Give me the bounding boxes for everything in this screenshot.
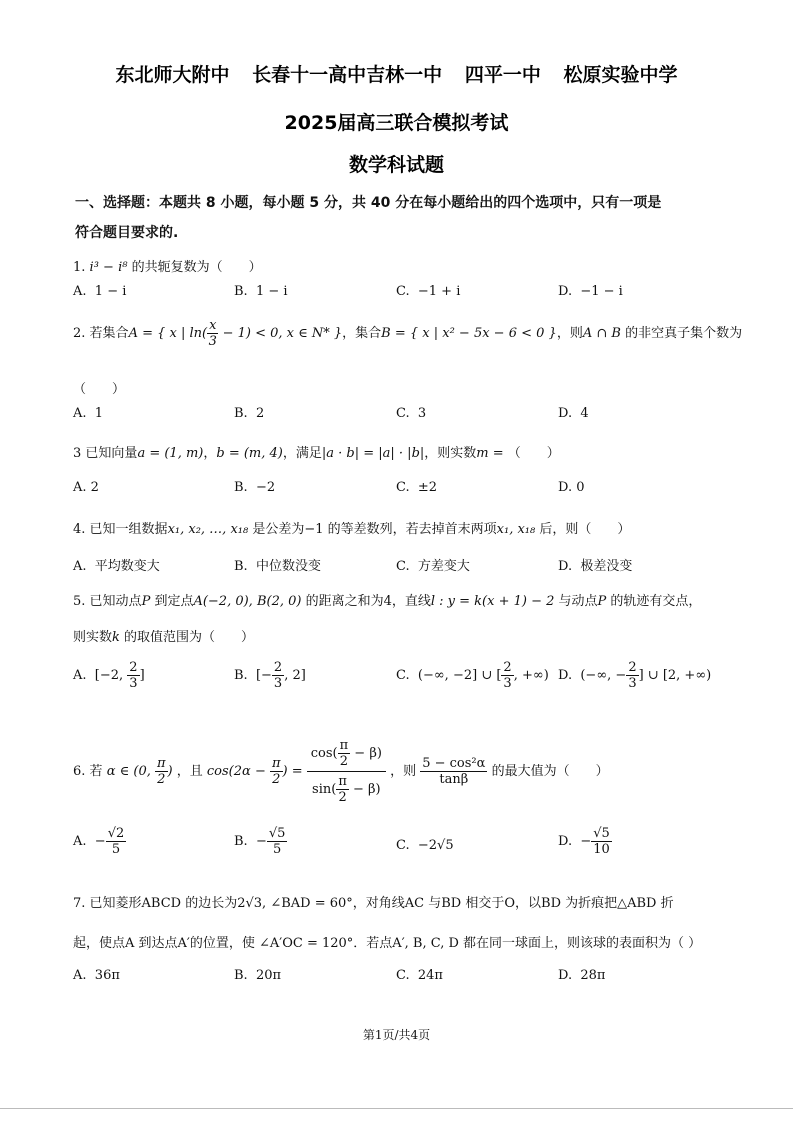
question-number: 1.	[73, 260, 86, 275]
question-number: 3	[73, 446, 82, 461]
option-c[interactable]: C. 方差变大	[396, 559, 470, 574]
option-d[interactable]: D. 28π	[558, 968, 606, 983]
option-b[interactable]: B. −2	[234, 480, 276, 495]
option-c[interactable]: C. 3	[396, 406, 427, 421]
school-3: 四平一中	[464, 64, 541, 86]
subject-title: 数学科试题	[348, 154, 444, 176]
option-b[interactable]: B. 1 − i	[234, 284, 288, 299]
school-4: 松原实验中学	[563, 64, 678, 86]
option-b[interactable]: B. [− $\frac{2}{3}$ , 2]	[234, 660, 306, 691]
question-7-line2: 起，使点A 到达点A′的位置，使 ∠A′OC = 120°．若点A′, B, C, D 都在同一球面上，则该球的表面积为（ ）	[73, 936, 702, 951]
vector-a: a = (1, m)	[137, 446, 204, 461]
option-c[interactable]: C. ±2	[396, 480, 438, 495]
alpha-range: α ∈ (0, $\frac{\pi}{2}$ )	[106, 756, 173, 787]
option-d[interactable]: D. −1 − i	[558, 284, 623, 299]
option-d[interactable]: D. (−∞, − $\frac{2}{3}$ ] ∪ [2, +∞)	[558, 660, 712, 691]
option-b[interactable]: B. 中位数没变	[234, 559, 321, 574]
vector-b: b = (m, 4)	[216, 446, 283, 461]
question-number: 6.	[73, 764, 86, 779]
option-c[interactable]: C. −1 + i	[396, 284, 461, 299]
equation-lhs: cos(2α − $\frac{\pi}{2}$ )	[206, 756, 288, 787]
question-2-paren: （ ）	[73, 382, 126, 397]
option-a[interactable]: A. 1 − i	[73, 284, 127, 299]
page-number: 第1页/共4页	[362, 1028, 431, 1042]
question-7	[73, 892, 674, 911]
question-6: 6. 若 α ∈ (0, $\frac{\pi}{2}$ ) ，且 cos(2α − $\frac{\pi}{2}$ ) = cos( $\frac{\pi}{2}$ − β) sin( $\frac{\pi}{2}$ − β) ，则 $\frac{\text{5 − cos²α}}{\tan\beta}$ 的最大值为（ ）	[73, 738, 609, 805]
option-d[interactable]: D. 4	[558, 406, 589, 421]
page-bottom-divider	[0, 1108, 793, 1109]
set-a: A = { x | ln( $\frac{x}{3}$ − 1) < 0, x ∈ N* }	[128, 318, 343, 349]
option-c[interactable]: C. 24π	[396, 968, 443, 983]
option-c[interactable]: C. (−∞, −2] ∪ [ $\frac{2}{3}$ , +∞)	[396, 660, 549, 691]
question-text: 的共轭复数为（ ）	[127, 260, 262, 275]
option-a[interactable]: A. 36π	[73, 968, 120, 983]
question-number: 5.	[73, 594, 86, 609]
question-number: 4.	[73, 522, 86, 537]
option-d[interactable]: D. − $\frac{√5}{10}$	[558, 826, 610, 857]
question-number: 7.	[73, 896, 86, 911]
school-1: 东北师大附中	[115, 64, 230, 86]
math-expression: i³ − i⁸	[89, 260, 128, 275]
question-5: 5. 已知动点P 到定点A(−2, 0), B(2, 0) 的距离之和为4，直线l : y = k(x + 1) − 2 与动点P 的轨迹有交点，	[73, 594, 702, 609]
question-5-line2: 则实数k 的取值范围为（ ）	[73, 630, 255, 645]
question-2: 2. 若集合A = { x | ln( $\frac{x}{3}$ − 1) < 0, x ∈ N* }，集合B = { x | x² − 5x − 6 < 0 }，则A ∩ B 的非空真子集个数为	[73, 318, 743, 349]
set-b: B = { x | x² − 5x − 6 < 0 }	[381, 326, 557, 341]
section-instructions-line1: 一、选择题：本题共 8 小题，每小题 5 分，共 40 分在每小题给出的四个选项中，只有一项是	[75, 195, 662, 211]
option-a[interactable]: A. 平均数变大	[73, 559, 160, 574]
question-3: 3 已知向量a = (1, m)，b = (m, 4)，满足|a · b| = |a| · |b|，则实数m = （ ）	[73, 446, 560, 461]
question-number: 2.	[73, 326, 86, 341]
exam-title: 2025届高三联合模拟考试	[284, 112, 509, 134]
option-b[interactable]: B. 2	[234, 406, 265, 421]
option-a[interactable]: A. 1	[73, 406, 104, 421]
option-a[interactable]: A. [−2, $\frac{2}{3}$ ]	[73, 660, 145, 691]
option-b[interactable]: B. 20π	[234, 968, 282, 983]
question-text: 已知菱形ABCD 的边长为2√3, ∠BAD = 60°，对角线AC 与BD 相交于O，以BD 为折痕把△ABD 折	[89, 896, 674, 911]
option-c[interactable]: C. −2√5	[396, 838, 454, 853]
option-a[interactable]: A. − $\frac{√2}{5}$	[73, 826, 125, 857]
option-a[interactable]: A. 2	[73, 480, 99, 495]
question-4: 4. 已知一组数据x₁, x₂, …, x₁₈ 是公差为−1 的等差数列，若去掉首末两项x₁, x₁₈ 后，则（ ）	[73, 522, 631, 537]
question-1	[73, 256, 262, 275]
school-names	[0, 60, 793, 87]
school-2: 长春十一高中吉林一中	[252, 64, 443, 86]
equation-rhs: cos( $\frac{\pi}{2}$ − β) sin( $\frac{\pi}{2}$ − β)	[307, 736, 386, 807]
section-instructions-line2: 符合题目要求的.	[75, 225, 179, 241]
option-d[interactable]: D. 0	[558, 480, 585, 495]
target-expression: $\frac{\text{5 − cos²α}}{\tan\beta}$	[422, 756, 486, 787]
option-d[interactable]: D. 极差没变	[558, 559, 633, 574]
option-b[interactable]: B. − $\frac{√5}{5}$	[234, 826, 286, 857]
